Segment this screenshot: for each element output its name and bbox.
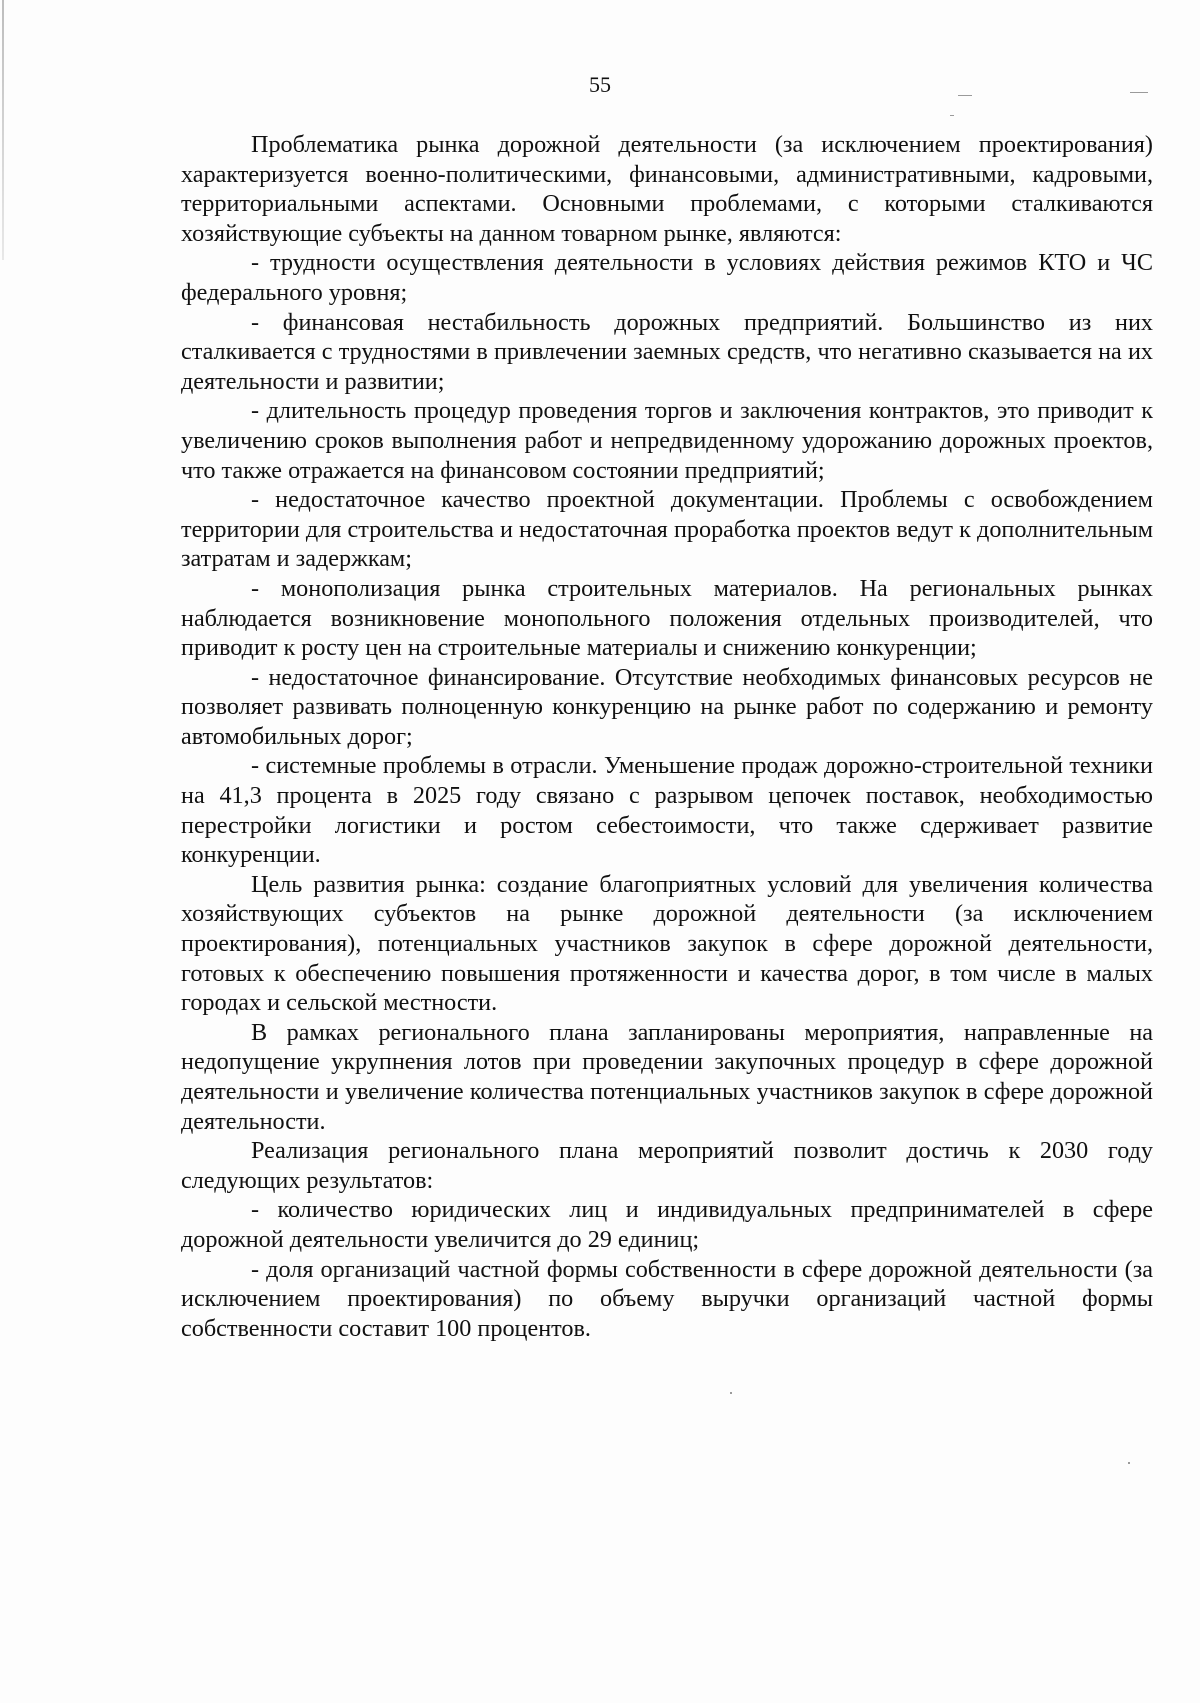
list-item: - количество юридических лиц и индивидуальных предпринимателей в сфере дорожной деятельности увеличится до 29 единиц; [181, 1196, 1153, 1253]
list-item: - трудности осуществления деятельности в условиях действия режимов КТО и ЧС федерального уровня; [181, 249, 1153, 306]
intro-paragraph: Проблематика рынка дорожной деятельности (за исключением проектирования) характеризуется военно-политическими, финансовыми, административными, кадровыми, территориальными аспектами. Основными проблемами, с которыми сталкиваются хозяйствующие субъекты на данном товарном рынке, являются: [181, 131, 1153, 247]
list-item: - недостаточное качество проектной документации. Проблемы с освобождением территории для строительства и недостаточная проработка проектов ведут к дополнительным затратам и задержкам; [181, 486, 1153, 573]
list-item: - системные проблемы в отрасли. Уменьшение продаж дорожно-строительной техники на 41,3 процента в 2025 году связано с разрывом цепочек поставок, необходимостью перестройки логистики и ростом себестоимости, что также сдерживает развитие конкуренции. [181, 752, 1153, 869]
list-item: - доля организаций частной формы собственности в сфере дорожной деятельности (за исключением проектирования) по объему выручки организаций частной формы собственности составит 100 процентов. [181, 1255, 1153, 1342]
scan-speck [730, 1392, 732, 1394]
document-body [181, 130, 1153, 1343]
list-item: - монополизация рынка строительных материалов. На региональных рынках наблюдается возникновение монопольного положения отдельных производителей, что приводит к росту цен на строительные материалы и снижению конкуренции; [181, 574, 1153, 662]
results-intro-paragraph: Реализация регионального плана мероприятий позволит достичь к 2030 году следующих результатов: [181, 1137, 1153, 1194]
list-item: - недостаточное финансирование. Отсутствие необходимых финансовых ресурсов не позволяет развивать полноценную конкуренцию на рынке работ по содержанию и ремонту автомобильных дорог; [181, 663, 1153, 750]
scan-speck [1128, 1462, 1130, 1464]
list-item: - финансовая нестабильность дорожных предприятий. Большинство из них сталкивается с трудностями в привлечении заемных средств, что негативно сказывается на их деятельности и развитии; [181, 308, 1153, 395]
goal-paragraph: Цель развития рынка: создание благоприятных условий для увеличения количества хозяйствующих субъектов на рынке дорожной деятельности (за исключением проектирования), потенциальных участников закупок в сфере дорожной деятельности, готовых к обеспечению повышения протяженности и качества дорог, в том числе в малых городах и сельской местности. [181, 870, 1153, 1017]
scan-speck [950, 115, 954, 116]
scan-edge-shadow [2, 0, 4, 260]
list-item: - длительность процедур проведения торгов и заключения контрактов, это приводит к увеличению сроков выполнения работ и непредвиденному удорожанию дорожных проектов, что также отражается на финансовом состоянии предприятий; [181, 397, 1153, 484]
page-number: 55 [589, 72, 611, 97]
plan-paragraph: В рамках регионального плана запланированы мероприятия, направленные на недопущение укрупнения лотов при проведении закупочных процедур в сфере дорожной деятельности и увеличение количества потенциальных участников закупок в сфере дорожной деятельности. [181, 1018, 1153, 1135]
